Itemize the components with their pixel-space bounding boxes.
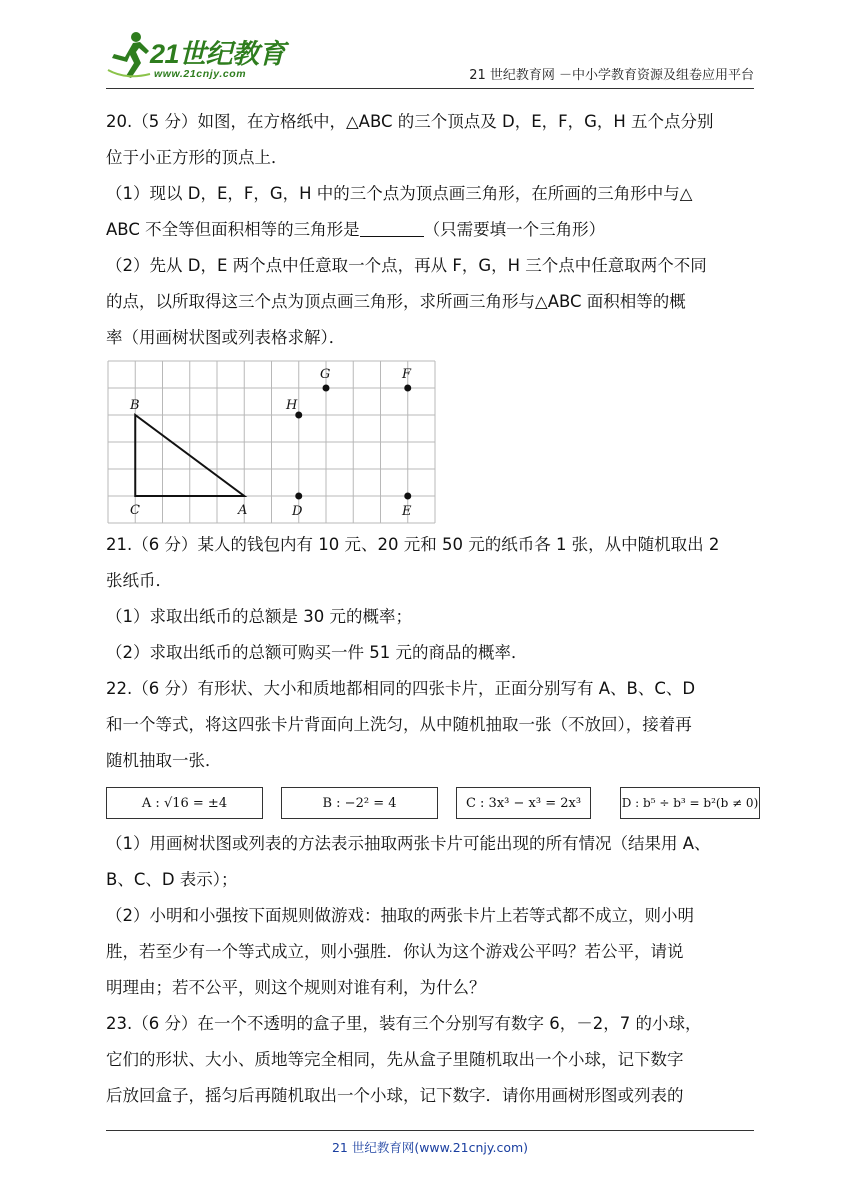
footer-divider [106,1130,754,1131]
card-a: A : √16 = ±4 [106,787,263,819]
q22-sub2-line2: 胜，若至少有一个等式成立，则小强胜．你认为这个游戏公平吗？若公平，请说 [106,942,684,961]
q22-sub2-line3: 明理由；若不公平，则这个规则对谁有利，为什么？ [106,978,486,997]
logo-text: 21世纪教育 [150,39,286,69]
label-f: F [402,367,412,382]
q22-line1: 22.（6 分）有形状、大小和质地都相同的四张卡片，正面分别写有 A、B、C、D [106,679,696,698]
q20-line2: 位于小正方形的顶点上． [106,148,288,167]
label-h: H [286,398,298,413]
grid-figure [106,359,436,524]
point-f [404,385,411,392]
site-title: 21 世纪教育网 －中小学教育资源及组卷应用平台 [469,68,754,83]
q20-sub2-line1: （2）先从 D，E 两个点中任意取一个点，再从 F，G，H 三个点中任意取两个不同 [106,256,707,275]
label-e: E [402,504,412,519]
point-d [295,493,302,500]
q21-line1: 21.（6 分）某人的钱包内有 10 元、20 元和 50 元的纸币各 1 张，从中随机取出 2 [106,535,720,554]
q23-line1: 23.（6 分）在一个不透明的盒子里，装有三个分别写有数字 6，－2，7 的小球， [106,1014,702,1033]
q20-sub1-line2 [106,212,756,248]
point-e [404,493,411,500]
footer-link[interactable]: 21 世纪教育网(www.21cnjy.com) [331,1140,529,1155]
header-divider [106,88,754,89]
label-a: A [238,503,248,518]
q20-sub1-pre: ABC 不全等但面积相等的三角形是 [106,220,360,239]
q21-sub1: （1）求取出纸币的总额是 30 元的概率； [106,607,412,626]
q22-line3: 随机抽取一张． [106,751,222,770]
question-20 [106,104,756,356]
q22-sub2-line1: （2）小明和小强按下面规则做游戏：抽取的两张卡片上若等式都不成立，则小明 [106,906,694,925]
label-g: G [320,367,331,382]
card-b: B : −2² = 4 [281,787,438,819]
q22-sub1-line2: B、C、D 表示）； [106,870,238,889]
page-header [106,28,754,88]
logo-url: www.21cnjy.com [154,68,247,80]
q20-sub2-line2: 的点，以所取得这三个点为顶点画三角形，求所画三角形与△ABC 面积相等的概 [106,292,686,311]
equation-cards [106,787,762,821]
q23-line2: 它们的形状、大小、质地等完全相同，先从盒子里随机取出一个小球，记下数字 [106,1050,684,1069]
card-c: C : 3x³ − x³ = 2x³ [456,787,591,819]
q22-sub1-line1: （1）用画树状图或列表的方法表示抽取两张卡片可能出现的所有情况（结果用 A、 [106,834,711,853]
q23-line3: 后放回盒子，摇匀后再随机取出一个小球，记下数字．请你用画树形图或列表的 [106,1086,684,1105]
q20-sub2-line3: 率（用画树状图或列表格求解）． [106,328,346,347]
q22-line2: 和一个等式，将这四张卡片背面向上洗匀，从中随机抽取一张（不放回），接着再 [106,715,692,734]
q20-sub1-line1: （1）现以 D，E，F，G，H 中的三个点为顶点画三角形，在所画的三角形中与△ [106,184,693,203]
q21-sub2: （2）求取出纸币的总额可购买一件 51 元的商品的概率． [106,643,528,662]
runner-icon [106,30,152,82]
label-d: D [292,504,303,519]
label-b: B [130,398,140,413]
grid-svg [106,359,436,524]
point-g [323,385,330,392]
question-21 [106,527,756,779]
q20-sub1-post: （只需要填一个三角形） [423,220,606,239]
card-d: D : b⁵ ÷ b³ = b²(b ≠ 0) [620,787,760,819]
label-c: C [130,503,140,518]
q21-line2: 张纸币． [106,571,172,590]
question-22-parts [106,826,756,1114]
answer-blank [360,218,424,237]
q20-line1: 20.（5 分）如图，在方格纸中，△ABC 的三个顶点及 D，E，F，G，H 五个点分别 [106,112,714,131]
site-logo [106,30,296,86]
